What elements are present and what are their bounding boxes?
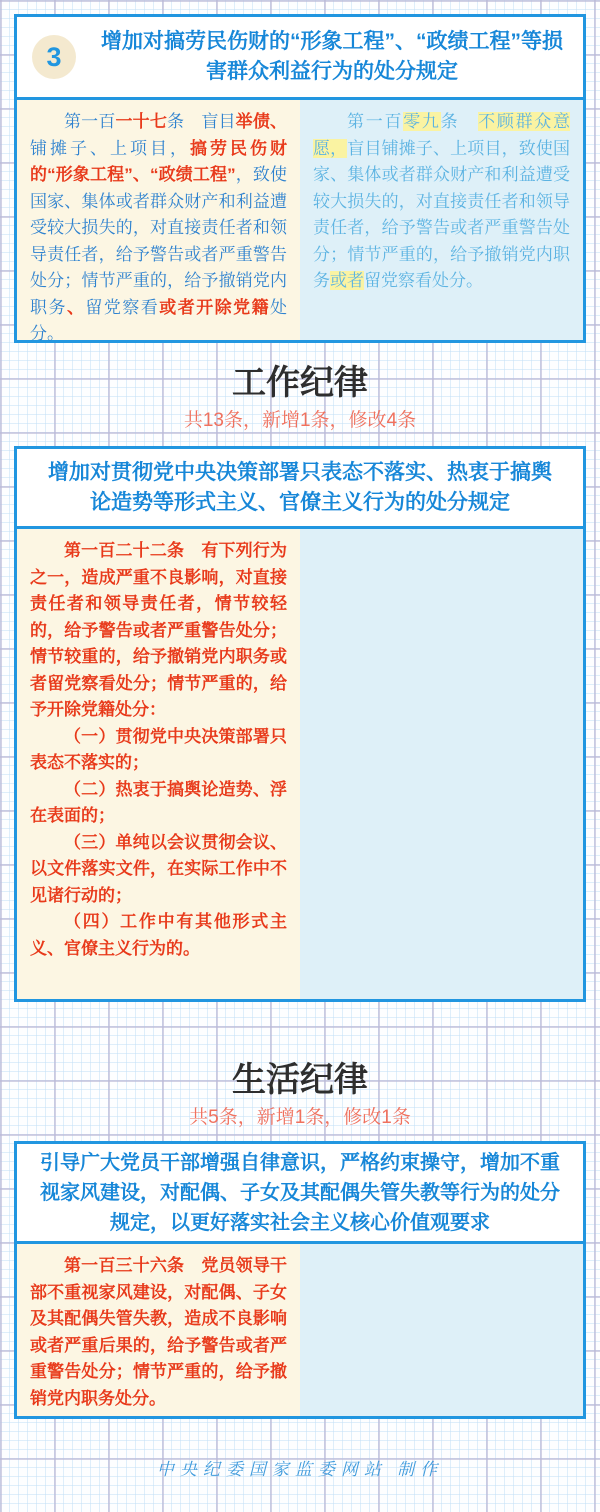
clause-117-text: 第一百一十七条 盲目举债、铺摊子、上项目，搞劳民伤财的“形象工程”、“政绩工程”，致使国家、集体或者群众财产和利益遭受较大损失的，对直接责任者和领导责任者，给予警告或者严重警告处分；情节严重的，给予撤销党内职务、留党察看或者开除党籍处分。 bbox=[30, 112, 288, 343]
work-discipline-heading: 工作纪律 bbox=[232, 364, 368, 402]
infographic-page bbox=[0, 14, 600, 1480]
card1-header bbox=[17, 17, 583, 100]
card1-comparison bbox=[17, 100, 583, 343]
clause-109-text: 第一百零九条 不顾群众意愿，盲目铺摊子、上项目，致使国家、集体或者群众财产和利益遭受较大损失的，对直接责任者和领导责任者，给予警告或者严重警告处分；情节严重的，给予撤销党内职务或者留党察看处分。 bbox=[313, 112, 571, 290]
clause-122-item-2: （二）热衷于搞舆论造势、浮在表面的； bbox=[30, 779, 287, 825]
card3-header bbox=[17, 1144, 583, 1244]
card-formalism-bureaucratism bbox=[14, 446, 586, 1002]
card2-comparison bbox=[17, 529, 583, 999]
life-discipline-subtitle: 共5条，新增1条，修改1条 bbox=[189, 1107, 411, 1128]
footer-credit: 中央纪委国家监委网站 制作 bbox=[156, 1460, 444, 1479]
card2-new-text-column bbox=[17, 529, 300, 999]
card-damage-public-interest bbox=[14, 14, 586, 343]
life-discipline-heading: 生活纪律 bbox=[232, 1061, 368, 1099]
card3-old-text-column-empty bbox=[300, 1244, 583, 1416]
card2-title: 增加对贯彻党中央决策部署只表态不落实、热衷于搞舆论造势等形式主义、官僚主义行为的处分规定 bbox=[48, 460, 552, 514]
card3-new-text-column bbox=[17, 1244, 300, 1416]
card3-title: 引导广大党员干部增强自律意识，严格约束操守，增加不重视家风建设，对配偶、子女及其配偶失管失教等行为的处分规定，以更好落实社会主义核心价值观要求 bbox=[40, 1151, 560, 1234]
clause-136-text: 第一百三十六条 党员领导干部不重视家风建设，对配偶、子女及其配偶失管失教，造成不良影响或者严重后果的，给予警告或者严重警告处分；情节严重的，给予撤销党内职务处分。 bbox=[30, 1256, 287, 1408]
section-number-badge: 3 bbox=[32, 35, 76, 79]
card-family-values bbox=[14, 1141, 586, 1419]
card1-old-text-column bbox=[300, 100, 583, 340]
work-discipline-subtitle: 共13条，新增1条，修改4条 bbox=[183, 410, 417, 431]
clause-122-text: 第一百二十二条 有下列行为之一，造成严重不良影响，对直接责任者和领导责任者，情节较轻的，给予警告或者严重警告处分；情节较重的，给予撤销党内职务或者留党察看处分；情节严重的，给予开除党籍处分： bbox=[30, 541, 287, 719]
clause-122-item-4: （四）工作中有其他形式主义、官僚主义行为的。 bbox=[30, 912, 287, 958]
card3-comparison bbox=[17, 1244, 583, 1416]
clause-122-item-1: （一）贯彻党中央决策部署只表态不落实的； bbox=[30, 726, 287, 772]
clause-122-item-3: （三）单纯以会议贯彻会议、以文件落实文件，在实际工作中不见诸行动的； bbox=[30, 832, 287, 905]
card2-old-text-column-empty bbox=[300, 529, 583, 999]
card2-header bbox=[17, 449, 583, 529]
card1-title: 增加对搞劳民伤财的“形象工程”、“政绩工程”等损害群众利益行为的处分规定 bbox=[101, 30, 563, 83]
card1-new-text-column bbox=[17, 100, 300, 343]
